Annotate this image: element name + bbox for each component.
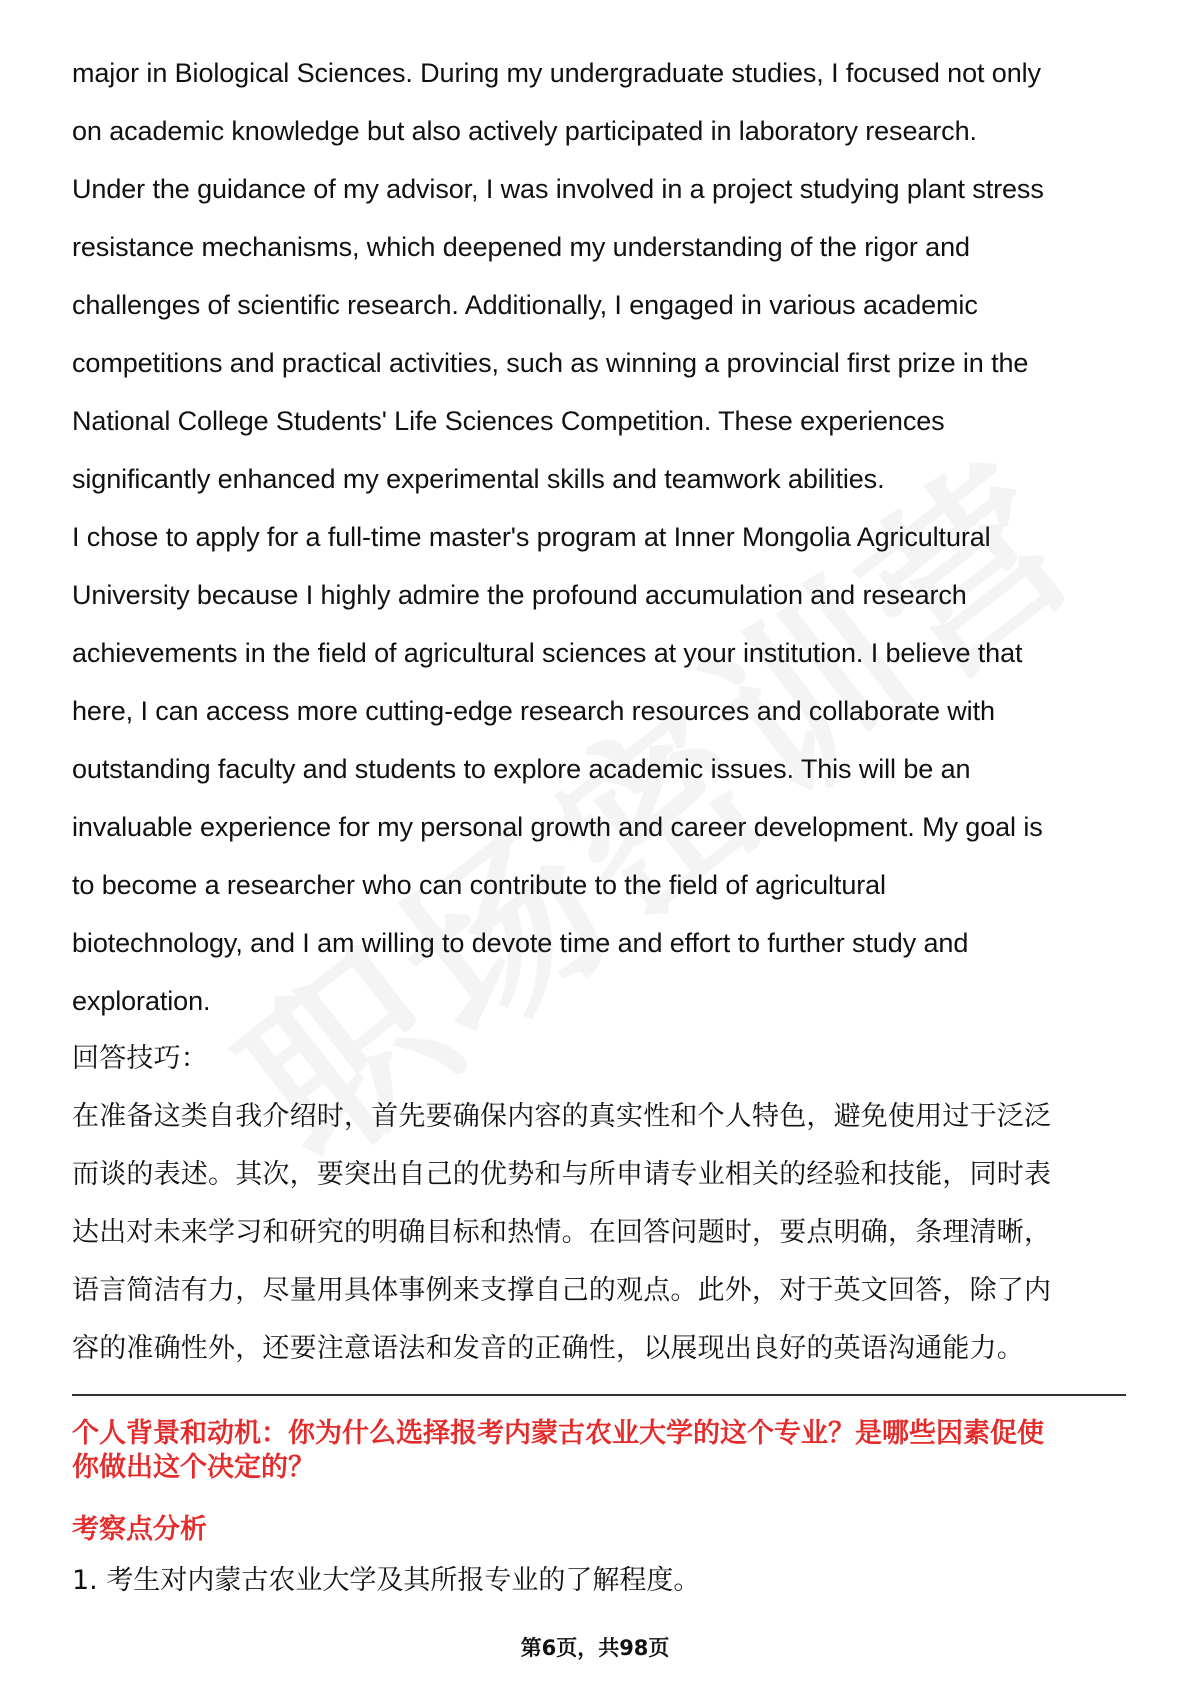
tips-line: 而谈的表述。其次，要突出自己的优势和与所申请专业相关的经验和技能，同时表 — [72, 1159, 1052, 1190]
tips-line: 达出对未来学习和研究的明确目标和热情。在回答问题时，要点明确，条理清晰， — [72, 1217, 1052, 1248]
paragraph-line: competitions and practical activities, such as winning a provincial first prize in the — [72, 348, 1029, 378]
paragraph-line: significantly enhanced my experimental skills and teamwork abilities. — [72, 464, 885, 494]
paragraph-line: biotechnology, and I am willing to devote time and effort to further study and — [72, 928, 969, 958]
analysis-point: 1. 考生对内蒙古农业大学及其所报专业的了解程度。 — [72, 1565, 701, 1596]
tips-line: 语言简洁有力，尽量用具体事例来支撑自己的观点。此外，对于英文回答，除了内 — [72, 1275, 1052, 1306]
paragraph-line: exploration. — [72, 986, 211, 1016]
tips-line: 在准备这类自我介绍时，首先要确保内容的真实性和个人特色，避免使用过于泛泛 — [72, 1101, 1052, 1132]
tips-line: 容的准确性外，还要注意语法和发音的正确性，以展现出良好的英语沟通能力。 — [72, 1333, 1024, 1364]
paragraph-line: National College Students' Life Sciences Competition. These experiences — [72, 406, 945, 436]
question-heading — [72, 1417, 1132, 1485]
paragraph-line: resistance mechanisms, which deepened my understanding of the rigor and — [72, 232, 970, 262]
answer-body — [72, 44, 1132, 1378]
paragraph-line: invaluable experience for my personal growth and career development. My goal is — [72, 812, 1043, 842]
analysis-title: 考察点分析 — [72, 1514, 207, 1545]
paragraph-line: outstanding faculty and students to explore academic issues. This will be an — [72, 754, 971, 784]
paragraph-line: on academic knowledge but also actively participated in laboratory research. — [72, 116, 977, 146]
paragraph-line: achievements in the field of agricultural sciences at your institution. I believe that — [72, 638, 1023, 668]
paragraph-line: challenges of scientific research. Additionally, I engaged in various academic — [72, 290, 978, 320]
paragraph-line: I chose to apply for a full-time master's program at Inner Mongolia Agricultural — [72, 522, 991, 552]
question-line: 你做出这个决定的？ — [72, 1452, 315, 1483]
tips-heading: 回答技巧： — [72, 1043, 208, 1074]
paragraph-line: here, I can access more cutting-edge research resources and collaborate with — [72, 696, 995, 726]
section-divider — [72, 1394, 1126, 1396]
paragraph-line: to become a researcher who can contribute to the field of agricultural — [72, 870, 886, 900]
paragraph-line: University because I highly admire the profound accumulation and research — [72, 580, 967, 610]
paragraph-line: Under the guidance of my advisor, I was involved in a project studying plant stress — [72, 174, 1044, 204]
paragraph-line: major in Biological Sciences. During my undergraduate studies, I focused not only — [72, 58, 1041, 88]
question-line: 个人背景和动机：你为什么选择报考内蒙古农业大学的这个专业？是哪些因素促使 — [72, 1418, 1044, 1449]
page-number: 第6页，共98页 — [520, 1636, 670, 1660]
